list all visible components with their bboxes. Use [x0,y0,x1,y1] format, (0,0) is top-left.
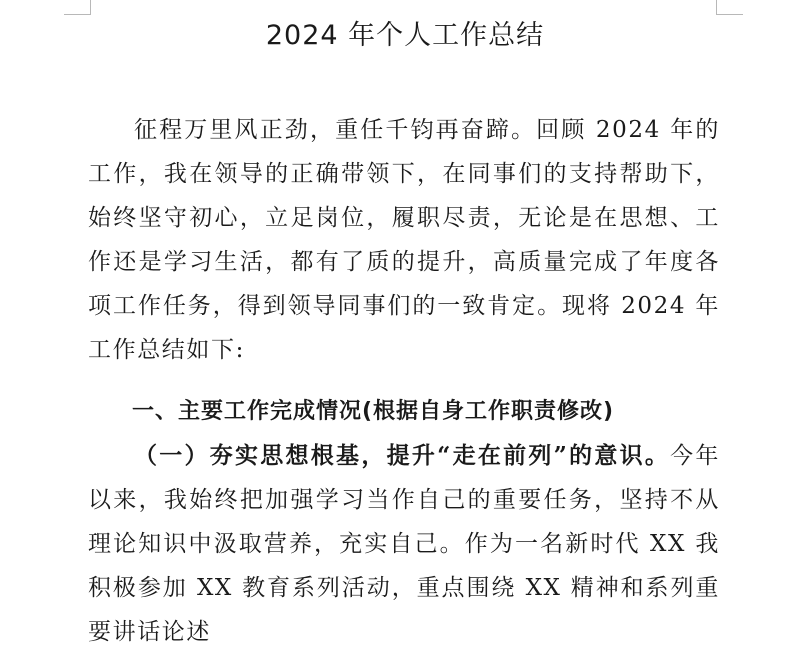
page-corner-mark-left [64,0,91,15]
page-corner-mark-right [716,0,743,15]
subsection-text: 今年以来，我始终把加强学习当作自己的重要任务，坚持不从理论知识中汲取营养，充实自己。作为一名新时代 XX 我积极参加 XX 教育系列活动，重点围绕 XX 精神和系列重要讲话论述 [88,443,720,645]
subsection-heading: （一）夯实思想根基，提升“走在前列”的意识。 [134,442,671,469]
subsection-paragraph [88,434,720,654]
intro-paragraph: 征程万里风正劲，重任千钧再奋蹄。回顾 2024 年的工作，我在领导的正确带领下，在同事们的支持帮助下，始终坚守初心，立足岗位，履职尽责，无论是在思想、工作还是学习生活，都有了质的提升，高质量完成了年度各项工作任务，得到领导同事们的一致肯定。现将 2024 年工作总结如下: [88,117,720,363]
section-heading: 一、主要工作完成情况(根据自身工作职责修改) [132,399,615,424]
document-title: 2024 年个人工作总结 [265,20,545,51]
